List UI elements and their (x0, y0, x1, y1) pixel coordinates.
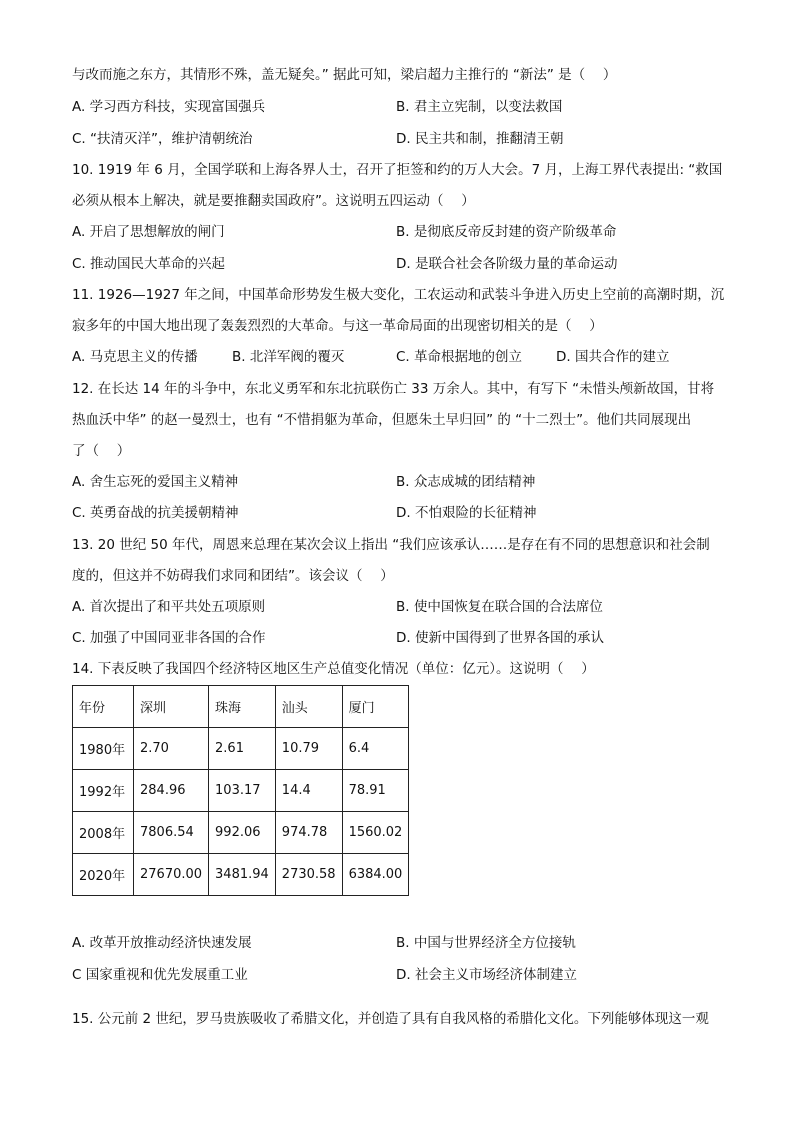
table-cell: 2008年 (73, 812, 134, 854)
table-header-row (73, 686, 409, 728)
q11-option-b: B. 北洋军阀的覆灭 (232, 349, 345, 365)
q10-option-d: D. 是联合社会各阶级力量的革命运动 (396, 256, 618, 272)
q10-option-c: C. 推动国民大革命的兴起 (72, 256, 226, 272)
q13-text-line1: 13. 20 世纪 50 年代，周恩来总理在某次会议上指出 “我们应该承认……是存在有不同的思想意识和社会制 (72, 537, 710, 553)
q14-option-d: D. 社会主义市场经济体制建立 (396, 967, 577, 983)
table-cell: 14.4 (275, 770, 342, 812)
q10-option-a: A. 开启了思想解放的闸门 (72, 224, 225, 240)
table-cell: 103.17 (209, 770, 276, 812)
q9-option-a: A. 学习西方科技，实现富国强兵 (72, 99, 266, 115)
q9-option-b: B. 君主立宪制，以变法救国 (396, 99, 563, 115)
q11-text-line1: 11. 1926—1927 年之间，中国革命形势发生极大变化，工农运动和武装斗争进入历史上空前的高潮时期，沉 (72, 287, 725, 303)
q14-option-b: B. 中国与世界经济全方位接轨 (396, 935, 576, 951)
table-cell: 1980年 (73, 728, 134, 770)
q10-text-line2: 必须从根本上解决，就是要推翻卖国政府”。这说明五四运动（ ） (72, 193, 475, 209)
q14-option-c: C 国家重视和优先发展重工业 (72, 967, 248, 983)
q9-text-tail: 与改而施之东方，其情形不殊，盖无疑矣。” 据此可知，梁启超力主推行的 “新法” 是（ ） (72, 67, 617, 83)
table-cell: 6.4 (342, 728, 409, 770)
q13-option-d: D. 使新中国得到了世界各国的承认 (396, 630, 604, 646)
table-row (73, 854, 409, 896)
table-header-cell: 汕头 (275, 686, 342, 728)
q11-text-line2: 寂多年的中国大地出现了轰轰烈烈的大革命。与这一革命局面的出现密切相关的是（ ） (72, 318, 603, 334)
q11-option-c: C. 革命根据地的创立 (396, 349, 523, 365)
table-cell: 3481.94 (209, 854, 276, 896)
q14-text-line1: 14. 下表反映了我国四个经济特区地区生产总值变化情况（单位：亿元）。这说明（ ） (72, 661, 595, 677)
q12-option-b: B. 众志成城的团结精神 (396, 474, 536, 490)
table-cell: 2.61 (209, 728, 276, 770)
table-cell: 1560.02 (342, 812, 409, 854)
table-cell: 78.91 (342, 770, 409, 812)
table-row (73, 770, 409, 812)
q14-option-a: A. 改革开放推动经济快速发展 (72, 935, 252, 951)
table-cell: 27670.00 (134, 854, 209, 896)
table-cell: 2.70 (134, 728, 209, 770)
q12-option-c: C. 英勇奋战的抗美援朝精神 (72, 505, 239, 521)
table-header-cell: 厦门 (342, 686, 409, 728)
table-cell: 1992年 (73, 770, 134, 812)
table-header-cell: 年份 (73, 686, 134, 728)
q13-option-b: B. 使中国恢复在联合国的合法席位 (396, 599, 603, 615)
table-cell: 10.79 (275, 728, 342, 770)
table-header-cell: 深圳 (134, 686, 209, 728)
table-cell: 6384.00 (342, 854, 409, 896)
q12-text-line3: 了（ ） (72, 443, 131, 459)
q10-option-b: B. 是彻底反帝反封建的资产阶级革命 (396, 224, 617, 240)
table-cell: 2020年 (73, 854, 134, 896)
q10-text-line1: 10. 1919 年 6 月，全国学联和上海各界人士，召开了拒签和约的万人大会。7 月，上海工界代表提出: “救国 (72, 162, 723, 178)
q15-text-line1: 15. 公元前 2 世纪，罗马贵族吸收了希腊文化，并创造了具有自我风格的希腊化文化。下列能够体现这一观 (72, 1011, 709, 1027)
gdp-table (72, 685, 409, 896)
q12-option-d: D. 不怕艰险的长征精神 (396, 505, 537, 521)
table-header-cell: 珠海 (209, 686, 276, 728)
q12-text-line1: 12. 在长达 14 年的斗争中，东北义勇军和东北抗联伤亡 33 万余人。其中，有写下 “未惜头颅新故国，甘将 (72, 381, 715, 397)
q12-option-a: A. 舍生忘死的爱国主义精神 (72, 474, 239, 490)
table-cell: 2730.58 (275, 854, 342, 896)
q13-text-line2: 度的，但这并不妨碍我们求同和团结”。该会议（ ） (72, 568, 394, 584)
table-row (73, 812, 409, 854)
table-cell: 974.78 (275, 812, 342, 854)
table-cell: 284.96 (134, 770, 209, 812)
table-cell: 992.06 (209, 812, 276, 854)
q11-option-d: D. 国共合作的建立 (556, 349, 670, 365)
table-cell: 7806.54 (134, 812, 209, 854)
q12-text-line2: 热血沃中华” 的赵一曼烈士，也有 “不惜捐躯为革命，但愿朱土早归回” 的 “十二烈士”。他们共同展现出 (72, 412, 692, 428)
q13-option-a: A. 首次提出了和平共处五项原则 (72, 599, 266, 615)
table-row (73, 728, 409, 770)
q9-option-d: D. 民主共和制，推翻清王朝 (396, 131, 564, 147)
q11-option-a: A. 马克思主义的传播 (72, 349, 198, 365)
q9-option-c: C. “扶清灭洋”，维护清朝统治 (72, 131, 253, 147)
q13-option-c: C. 加强了中国同亚非各国的合作 (72, 630, 266, 646)
